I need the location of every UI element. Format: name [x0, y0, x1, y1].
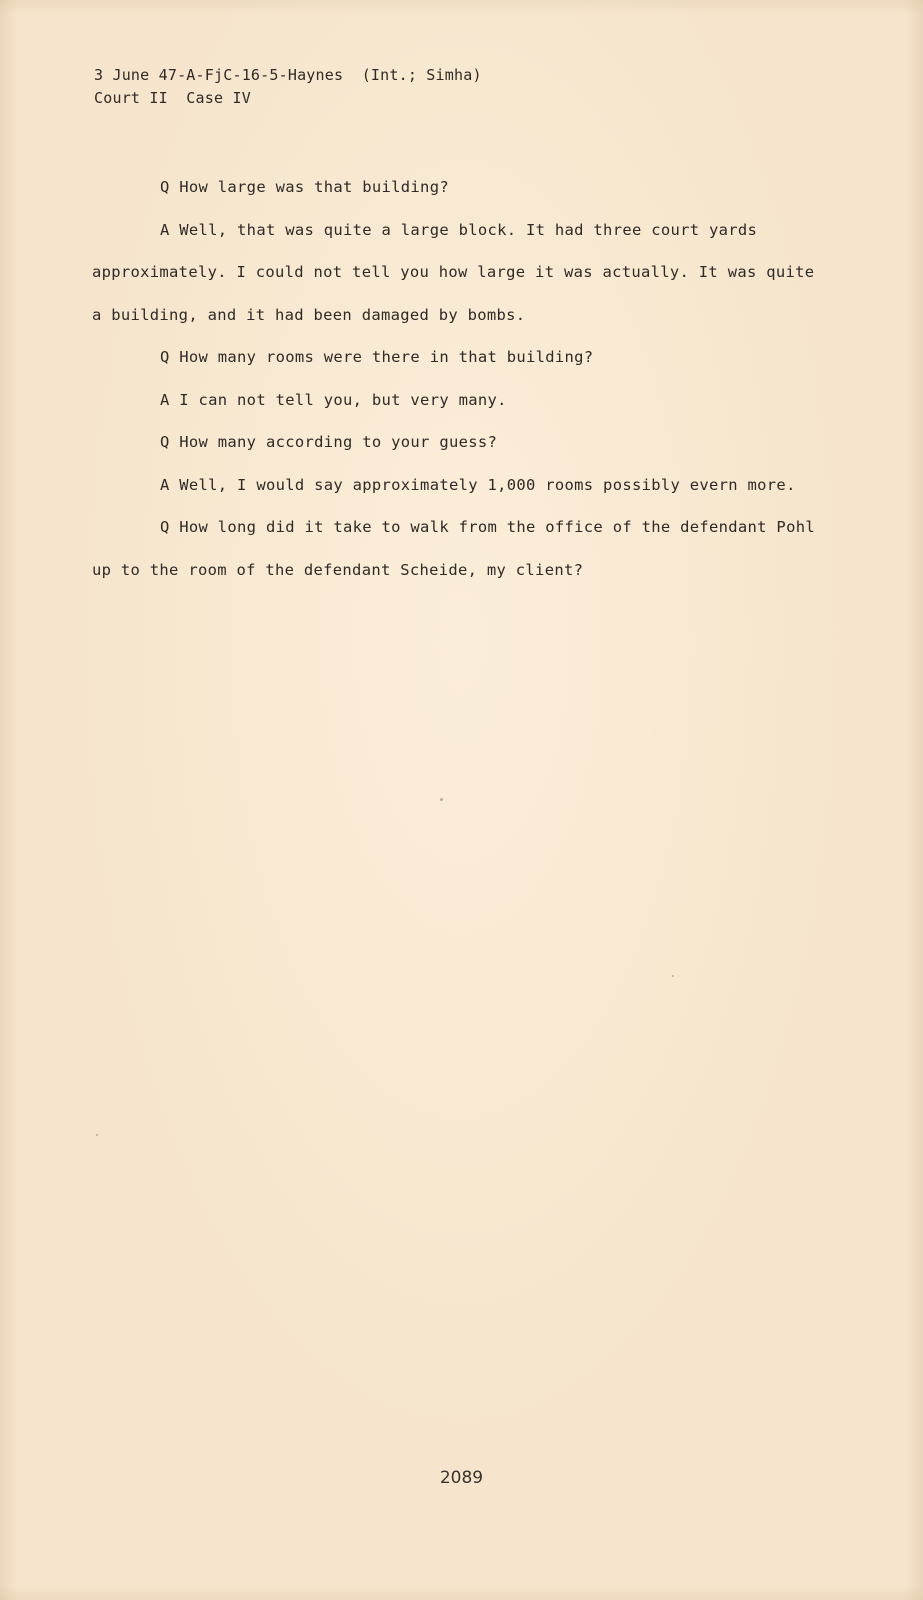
paper-speck — [672, 975, 674, 977]
answer-room-guess: A Well, I would say approximately 1,000 rooms possibly evern more. — [160, 475, 796, 494]
question-room-guess: Q How many according to your guess? — [160, 433, 498, 451]
question-room-count: Q How many rooms were there in that building? — [160, 348, 594, 366]
paper-speck — [440, 798, 443, 801]
header-court-line: Court II Case IV — [94, 89, 251, 107]
question-walk-time: Q How long did it take to walk from the office of the defendant Pohl up to the room of the defendant Scheide, my client? — [92, 518, 815, 579]
paper-speck — [96, 1134, 98, 1136]
answer-room-count: A I can not tell you, but very many. — [160, 390, 507, 409]
header-date-line: 3 June 47-A-FjC-16-5-Haynes (Int.; Simha) — [94, 66, 482, 84]
page-number: 2089 — [439, 1468, 484, 1488]
question-building-size: Q How large was that building? — [160, 178, 449, 196]
answer-building-size: A Well, that was quite a large block. It had three court yards approximately. I could not tell you how large it was actually. It was quite a building, and it had been damaged by bombs. — [92, 220, 815, 324]
transcript-body — [92, 166, 822, 591]
document-header — [94, 64, 482, 110]
